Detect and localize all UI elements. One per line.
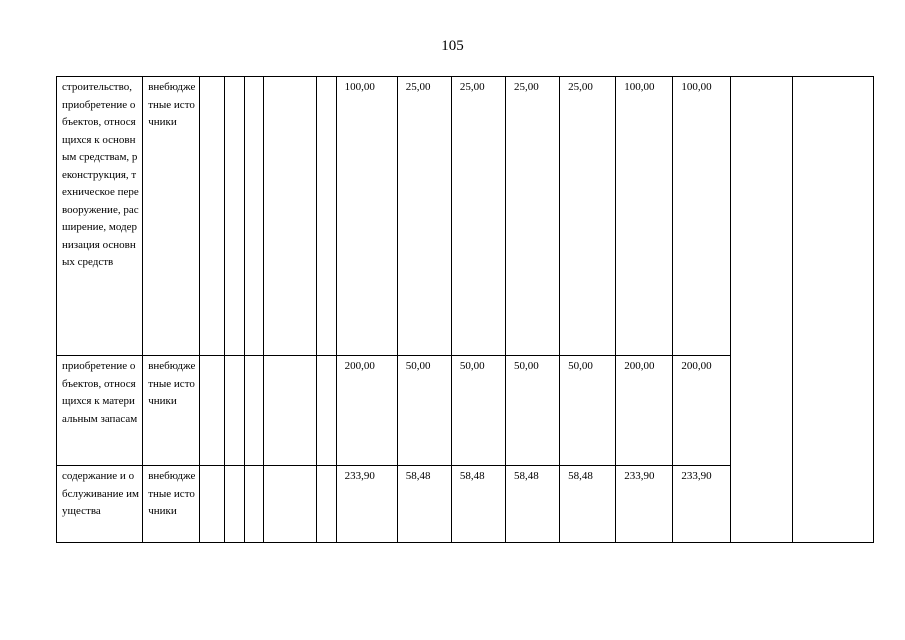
merged-empty-cell (730, 77, 792, 543)
budget-table (56, 76, 874, 543)
value-cell: 233,90 (673, 466, 730, 543)
empty-cell (200, 466, 225, 543)
empty-cell (200, 77, 225, 356)
value-cell: 58,48 (506, 466, 560, 543)
value-cell: 200,00 (616, 356, 673, 466)
empty-cell (225, 466, 245, 543)
row-name-cell: содержание и обслуживание имущества (57, 466, 143, 543)
empty-cell (316, 466, 336, 543)
value-cell: 25,00 (451, 77, 505, 356)
value-cell: 200,00 (673, 356, 730, 466)
value-cell: 50,00 (560, 356, 616, 466)
empty-cell (264, 356, 316, 466)
funding-source-cell: внебюджетные источники (143, 356, 200, 466)
value-cell: 100,00 (673, 77, 730, 356)
merged-empty-cell (792, 77, 873, 543)
value-cell: 25,00 (560, 77, 616, 356)
value-cell: 25,00 (397, 77, 451, 356)
row-name-cell: приобретение объектов, относящихся к материальным запасам (57, 356, 143, 466)
value-cell: 58,48 (451, 466, 505, 543)
row-name-cell: строительство, приобретение объектов, относящихся к основным средствам, реконструкция, техническое перевооружение, расширение, модернизация основных средств (57, 77, 143, 356)
value-cell: 58,48 (397, 466, 451, 543)
value-cell: 100,00 (616, 77, 673, 356)
empty-cell (264, 77, 316, 356)
empty-cell (245, 356, 264, 466)
empty-cell (245, 466, 264, 543)
page-number: 105 (441, 38, 464, 54)
empty-cell (225, 77, 245, 356)
empty-cell (225, 356, 245, 466)
empty-cell (316, 77, 336, 356)
empty-cell (264, 466, 316, 543)
empty-cell (245, 77, 264, 356)
table-row (57, 77, 874, 356)
value-cell: 233,90 (616, 466, 673, 543)
value-cell: 50,00 (397, 356, 451, 466)
value-cell: 100,00 (336, 77, 397, 356)
value-cell: 50,00 (451, 356, 505, 466)
value-cell: 25,00 (506, 77, 560, 356)
value-cell: 50,00 (506, 356, 560, 466)
funding-source-cell: внебюджетные источники (143, 77, 200, 356)
empty-cell (200, 356, 225, 466)
value-cell: 233,90 (336, 466, 397, 543)
value-cell: 58,48 (560, 466, 616, 543)
empty-cell (316, 356, 336, 466)
funding-source-cell: внебюджетные источники (143, 466, 200, 543)
value-cell: 200,00 (336, 356, 397, 466)
